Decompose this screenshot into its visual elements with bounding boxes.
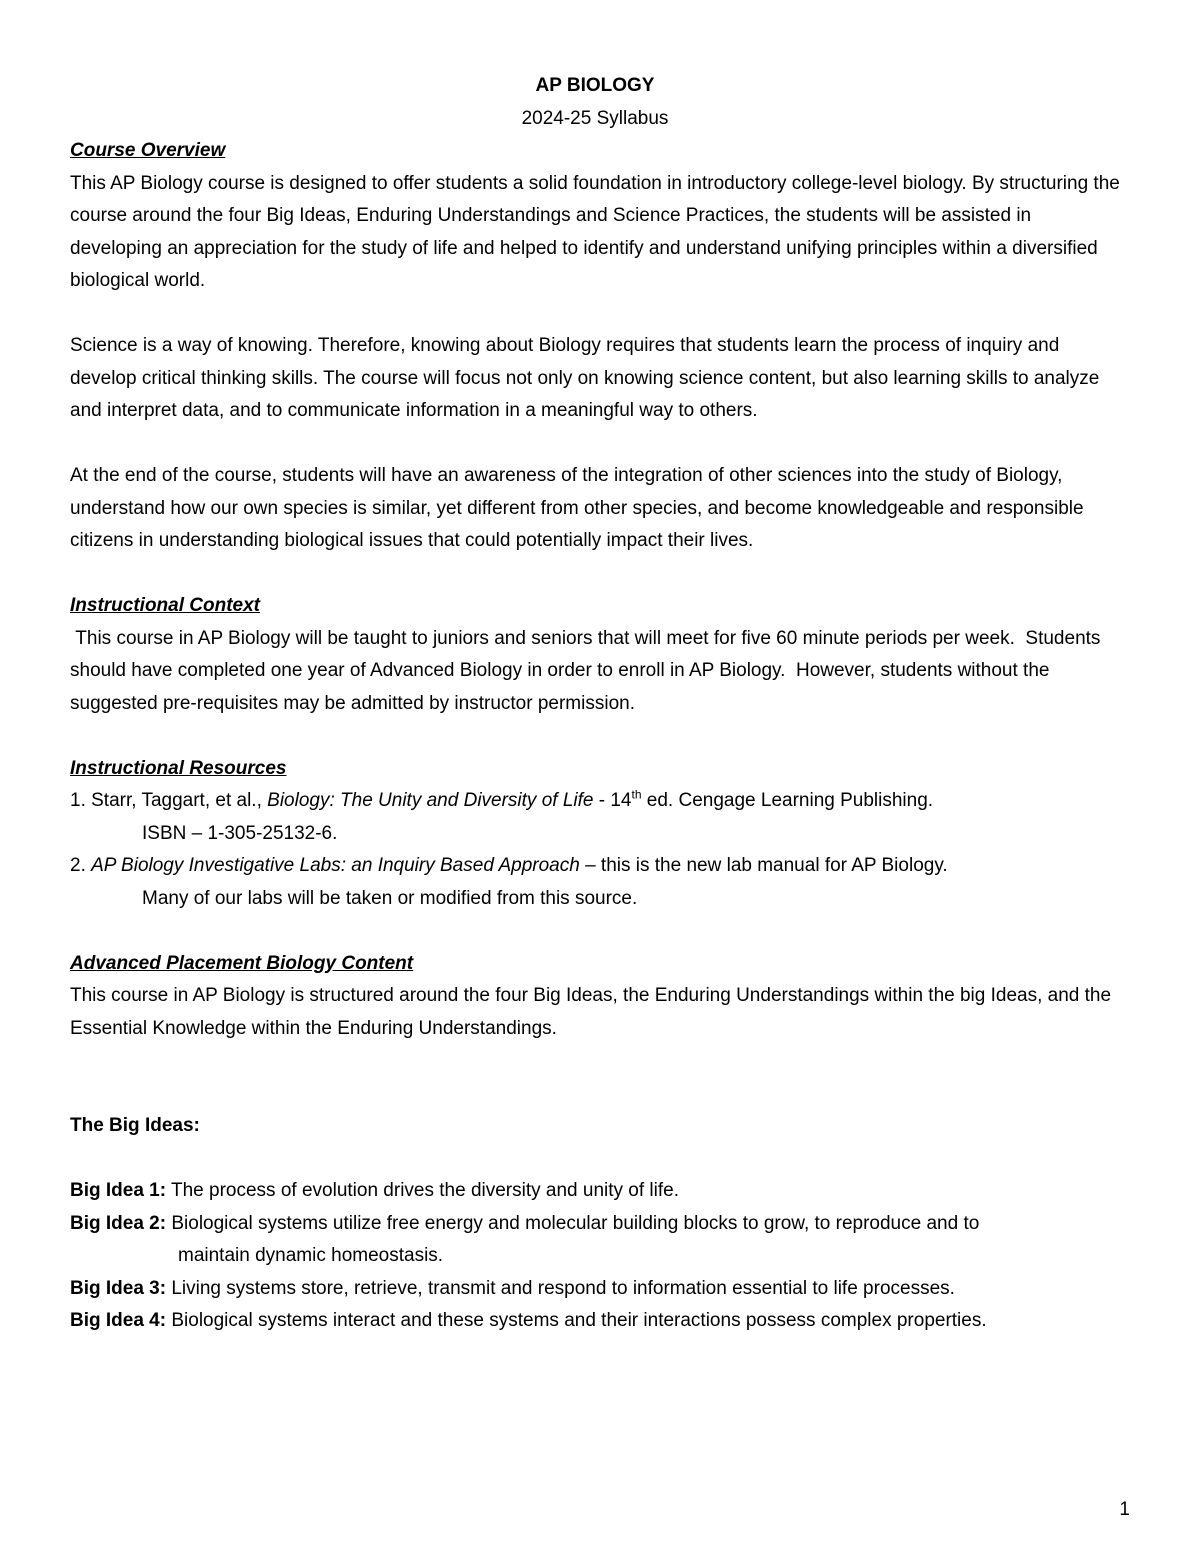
context-paragraph: This course in AP Biology will be taught to juniors and seniors that will meet for five 60 minute periods per week. Students should have completed one year of Advanced Biology in order to enroll in AP Biology. However, students without the suggested pre-requisites may be admitted by instructor permission. [70, 627, 1106, 714]
resource-1-edition: - 14 [593, 790, 632, 811]
resource-item-1 [70, 785, 1120, 818]
resource-1-publisher: ed. Cengage Learning Publishing. [641, 790, 934, 811]
big-idea-text: Living systems store, retrieve, transmit and respond to information essential to life processes. [166, 1277, 955, 1299]
section-heading-ap-biology-content: Advanced Placement Biology Content [70, 952, 414, 974]
overview-paragraph-2: Science is a way of knowing. Therefore, knowing about Biology requires that students learn the process of inquiry and develop critical thinking skills. The course will focus not only on knowing science content, but also learning skills to analyze and interpret data, and to communicate information in a meaningful way to others. [70, 335, 1100, 421]
resource-2-continuation: Many of our labs will be taken or modified from this source. [142, 887, 638, 909]
page-number: 1 [1119, 1499, 1130, 1520]
resource-1-prefix: 1. Starr, Taggart, et al., [70, 790, 268, 811]
big-idea-text: Biological systems interact and these systems and their interactions possess complex properties. [166, 1310, 987, 1331]
document-title: AP BIOLOGY [535, 75, 655, 96]
big-idea-2-continuation: maintain dynamic homeostasis. [178, 1245, 444, 1266]
big-idea-4 [70, 1305, 1120, 1338]
overview-paragraph-3: At the end of the course, students will have an awareness of the integration of other sciences into the study of Biology, understand how our own species is similar, yet different from other species, and become knowledgeable and responsible citizens in understanding biological issues that could potentially impact their lives. [70, 465, 1084, 551]
resource-1-title: Biology: The Unity and Diversity of Life [267, 790, 594, 811]
overview-paragraph-1: This AP Biology course is designed to offer students a solid foundation in introductory college-level biology. By structuring the course around the four Big Ideas, Enduring Understandings and Science Practices, the students will be assisted in developing an appreciation for the study of life and helped to identify and understand unifying principles within a diversified biological world. [70, 172, 1120, 291]
big-idea-label: Big Idea 3: [70, 1277, 167, 1299]
big-idea-label: Big Idea 2: [70, 1212, 167, 1234]
big-idea-label: Big Idea 1: [70, 1180, 167, 1201]
big-ideas-heading: The Big Ideas: [70, 1115, 200, 1136]
resource-1-isbn: ISBN – 1-305-25132-6. [142, 822, 338, 844]
resource-2-description: – this is the new lab manual for AP Biology. [579, 855, 948, 876]
big-idea-text: Biological systems utilize free energy and molecular building blocks to grow, to reproduce and to [166, 1212, 980, 1234]
big-idea-2 [70, 1208, 1120, 1241]
resource-1-superscript: th [631, 787, 642, 802]
content-paragraph: This course in AP Biology is structured around the four Big Ideas, the Enduring Understandings within the big Ideas, and the Essential Knowledge within the Enduring Understandings. [70, 985, 1112, 1039]
section-heading-instructional-resources: Instructional Resources [70, 757, 287, 779]
resource-2-title: AP Biology Investigative Labs: an Inquiry Based Approach [91, 855, 580, 876]
section-heading-instructional-context: Instructional Context [70, 595, 261, 616]
big-idea-3 [70, 1273, 1120, 1306]
resource-item-2 [70, 850, 1120, 883]
big-idea-label: Big Idea 4: [70, 1310, 167, 1331]
big-idea-1 [70, 1175, 1120, 1208]
section-heading-course-overview: Course Overview [70, 140, 226, 161]
big-idea-text: The process of evolution drives the diversity and unity of life. [166, 1180, 679, 1201]
document-subtitle: 2024-25 Syllabus [521, 107, 669, 129]
resource-2-prefix: 2. [70, 855, 92, 876]
